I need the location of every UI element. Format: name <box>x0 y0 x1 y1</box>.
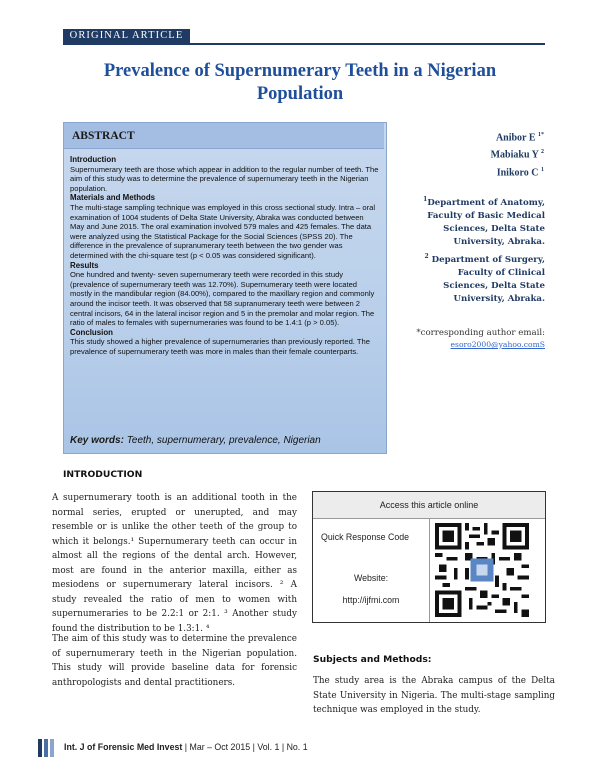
correspondence <box>395 327 545 351</box>
access-online-box <box>312 491 546 623</box>
abstract-box <box>63 122 387 454</box>
website-label: Website: <box>353 573 389 583</box>
footer-accent-bar <box>38 739 42 757</box>
footer-volume: Vol. 1 <box>257 742 280 752</box>
intro-paragraph-1: A supernumerary tooth is an additional tooth in the normal series, erupted or unerupted, and may resemble or is unlike the other teeth of the group to which it belongs.¹ Supernumerary teeth can occur in almost all the regions of the dental arch. However, most are found in the anterior maxilla, either as mesiodens or supernumerary lateral incisors. ² A study revealed the ratio of men to women with supernumeraries to be 2.2:1 or 2:1. ³ Another study found the distribution to be 1.3:1. ⁴ <box>52 493 297 634</box>
abstract-conclusion-text: This study showed a higher prevalence of supernumeraries than previously reported. The prevalence of supernumerary teeth was more in males than their female counterparts. <box>70 337 370 356</box>
abstract-results-heading: Results <box>70 260 99 270</box>
footer-period: Mar – Oct 2015 <box>189 742 251 752</box>
keywords <box>70 435 380 446</box>
intro-paragraph-2: The aim of this study was to determine the prevalence of supernumerary teeth in the Nigerian population. This study will provide baseline data for forensic anthropologists and dental practitioners. <box>52 634 297 688</box>
abstract-methods-text: The multi-stage sampling technique was employed in this cross sectional study. Intra – oral examination of 1004 students of Delta State University, Abraka was conducted between May and June 2015. The oral examination involved 579 males and 425 females. The data were analyzed using the Statistical Package for the Social Sciences (SPSS 20). The difference in the prevalence of supranumerary teeth between the two gender was determined with the chi-square test (p < 0.05 was considered significant). <box>70 202 376 260</box>
footer-accent-bar <box>44 739 48 757</box>
author-2: Mabiaku Y $^2$ <box>490 149 544 161</box>
footer-number: No. 1 <box>286 742 308 752</box>
author-list <box>400 128 544 180</box>
affiliation-2: $^2$ Department of Surgery, Faculty of Clinical Sciences, Delta State University, Abraka. <box>424 253 545 304</box>
abstract-intro-heading: Introduction <box>70 155 117 164</box>
abstract-methods-heading: Materials and Methods <box>70 193 156 203</box>
footer-accent-bar <box>50 739 54 757</box>
abstract-intro-text: Supernumerary teeth are those which appear in addition to the regular number of teeth. The aim of this study was to determine the prevalence of supernumerary teeth in the Nigerian population. <box>70 164 379 193</box>
author-1: Anibor E $^{1*}$ <box>495 132 544 144</box>
subjects-methods-paragraph: The study area is the Abraka campus of the Delta State University in Nigeria. The multi-stage sampling technique was employed in the study. <box>313 676 555 715</box>
footer-citation: Int. J of Forensic Med Invest | Mar – Oct 2015 | Vol. 1 | No. 1 <box>64 742 308 752</box>
correspondence-email[interactable]: esoro2000@yahoo.comS <box>450 340 545 349</box>
access-box-divider <box>429 518 430 622</box>
qr-label: Quick Response Code <box>321 532 410 542</box>
abstract-conclusion-heading: Conclusion <box>70 327 113 337</box>
access-online-heading: Access this article online <box>313 492 545 519</box>
author-3: Inikoro C $^1$ <box>496 166 544 178</box>
qr-code-icon[interactable] <box>435 523 529 617</box>
article-title <box>60 60 540 106</box>
affiliation-1: $^1$Department of Anatomy, Faculty of Basic Medical Sciences, Delta State University, Abraka. <box>423 196 545 247</box>
subjects-methods-heading: Subjects and Methods: <box>313 654 432 665</box>
title-line-2: Population <box>256 84 344 104</box>
correspondence-label: *corresponding author email: <box>416 328 545 338</box>
abstract-results-text: One hundred and twenty- seven supernumerary teeth were recorded in this study (prevalence of supernumerary teeth was 12.70%). Supernumerary teeth were located mostly in the mandibular region (84.00%), compared to the maxillary region and commonly around the incisor teeth. It was observed that 58 supranumerary teeth were between 2 central incisors, 64 in the lateral incisor region and 5 in the premolar and molar region. The ratio of males to females with supernumeraries was found to be 1.4:1 (p > 0.05). <box>70 270 375 328</box>
abstract-heading: ABSTRACT <box>64 123 384 149</box>
keywords-text: Teeth, supernumerary, prevalence, Nigerian <box>126 435 321 446</box>
intro-heading: INTRODUCTION <box>63 469 143 480</box>
footer-journal: Int. J of Forensic Med Invest <box>64 742 183 752</box>
website-link[interactable]: http://ijfmi.com <box>342 595 400 605</box>
header-rule <box>63 43 545 45</box>
keywords-label: Key words: <box>70 435 124 446</box>
title-line-1: Prevalence of Supernumerary Teeth in a Nigerian <box>103 61 497 81</box>
article-type-label: ORIGINAL ARTICLE <box>69 30 184 41</box>
abstract-body <box>70 155 380 356</box>
